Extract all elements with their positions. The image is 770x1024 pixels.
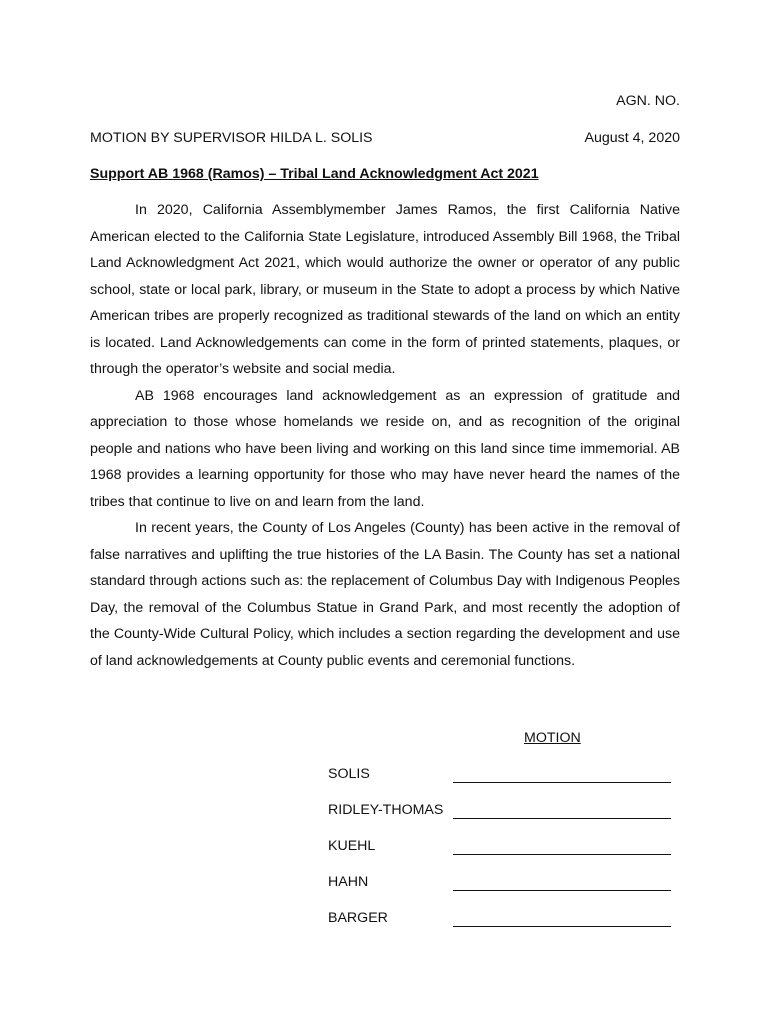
body-paragraph: AB 1968 encourages land acknowledgement as an expression of gratitude and appreciation to those whose homelands we reside on, and as recognition of the original people and nations who have been living and working on this land since time immemorial. AB 1968 provides a learning opportunity for those who may have never heard the names of the tribes that continue to live on and learn from the land. (90, 387, 680, 510)
body-paragraph: In 2020, California Assemblymember James Ramos, the first California Native American elected to the California State Legislature, introduced Assembly Bill 1968, the Tribal Land Acknowledgment Act 2021, which would authorize the owner or operator of any public school, state or local park, library, or museum in the State to adopt a process by which Native American tribes are properly recognized as traditional stewards of the land on which an entity is located. Land Acknowledgements can come in the form of printed statements, plaques, or through the operator’s website and social media. (90, 202, 680, 377)
supervisor-name: HAHN (328, 874, 369, 890)
signature-line (453, 818, 671, 819)
signature-line (453, 854, 671, 855)
body-paragraph: In recent years, the County of Los Angeles (County) has been active in the removal of false narratives and uplifting the true histories of the LA Basin. The County has set a national standard through actions such as: the replacement of Columbus Day with Indigenous Peoples Day, the removal of the Columbus Statue in Grand Park, and most recently the adoption of the County-Wide Cultural Policy, which includes a section regarding the development and use of land acknowledgements at County public events and ceremonial functions. (90, 520, 680, 669)
motion-header (90, 130, 680, 146)
agenda-number-label: AGN. NO. (616, 93, 680, 109)
motion-date: August 4, 2020 (584, 130, 680, 146)
motion-title: Support AB 1968 (Ramos) – Tribal Land Acknowledgment Act 2021 (90, 166, 539, 182)
vote-row (328, 766, 673, 802)
motion-body (90, 197, 680, 674)
signature-line (453, 926, 671, 927)
supervisor-name: KUEHL (328, 838, 376, 854)
vote-row (328, 874, 673, 910)
supervisor-name: BARGER (328, 910, 388, 926)
vote-row (328, 910, 673, 946)
motion-heading: MOTION (524, 730, 581, 746)
vote-row (328, 838, 673, 874)
signature-line (453, 890, 671, 891)
vote-row (328, 802, 673, 838)
supervisor-name: SOLIS (328, 766, 370, 782)
supervisor-vote-list (328, 766, 673, 946)
supervisor-name: RIDLEY-THOMAS (328, 802, 444, 818)
signature-line (453, 782, 671, 783)
motion-by-label: MOTION BY SUPERVISOR HILDA L. SOLIS (90, 130, 373, 146)
